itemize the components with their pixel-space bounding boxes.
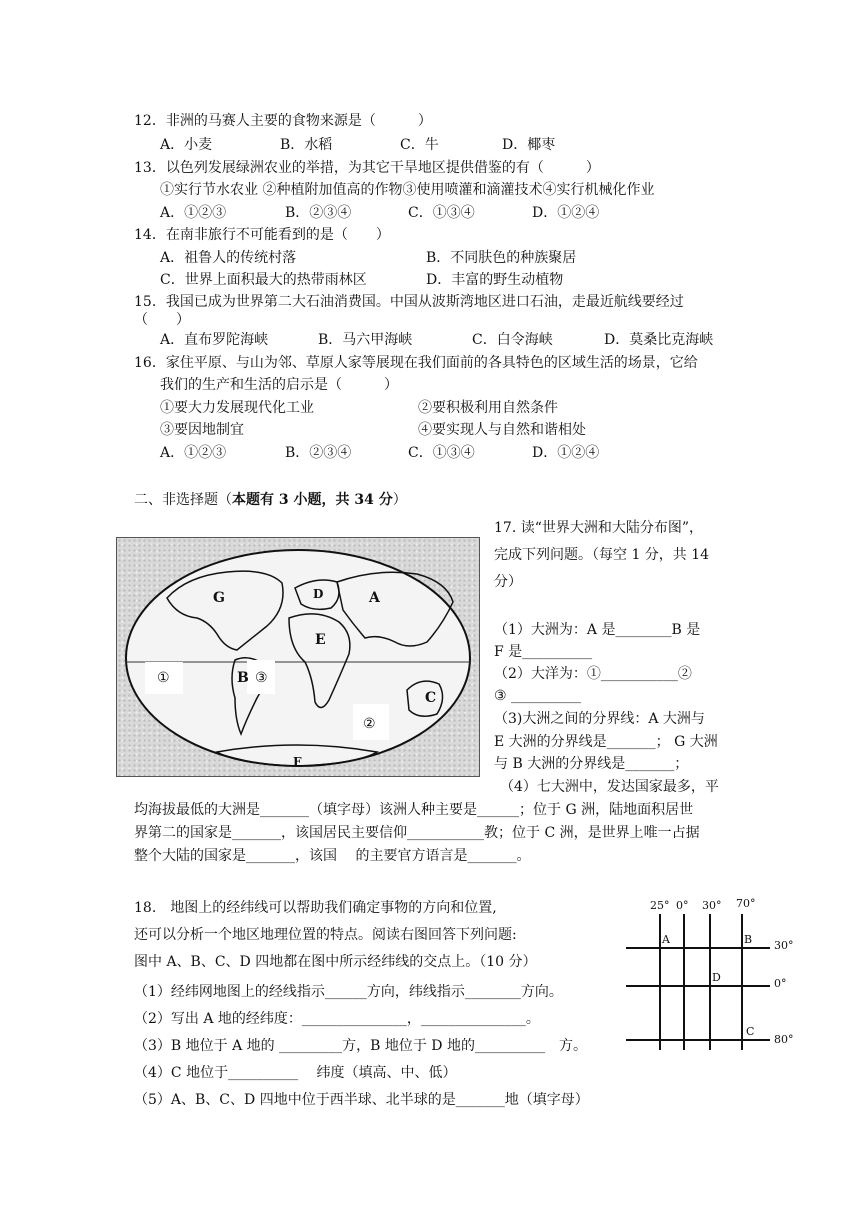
grid-point-c: C xyxy=(746,1025,755,1038)
grid-lon-70: 70° xyxy=(736,897,756,910)
q16-stem-1: 16．家住平原、与山为邻、草原人家等展现在我们面前的各具特色的区域生活的场景，它给 xyxy=(134,355,698,371)
map-label-ocean-1: ① xyxy=(157,670,170,686)
grid-lon-25: 25° xyxy=(650,899,670,912)
q16-stem-2: 我们的生产和生活的启示是（ ） xyxy=(160,377,398,393)
q14-option-c: C．世界上面积最大的热带雨林区 xyxy=(160,272,367,288)
q17-part3-c: 与 B 大洲的分界线是_______； xyxy=(494,756,689,772)
q17-part1-b: F 是__________ xyxy=(494,644,593,660)
q17-part3-a: （3)大洲之间的分界线：A 大洲与 xyxy=(494,711,705,727)
grid-point-a: A xyxy=(662,933,670,946)
q15-option-d: D．莫桑比克海峡 xyxy=(604,332,714,348)
q15-stem: 15．我国已成为世界第二大石油消费国。中国从波斯湾地区进口石油，走最近航线要经过 xyxy=(134,294,684,310)
q17-part2-b: ③ __________ xyxy=(494,688,582,704)
q13-option-a: A．①②③ xyxy=(160,205,227,221)
grid-point-b: B xyxy=(744,933,753,946)
q17-part2-a: （2）大洋为：①___________② xyxy=(494,666,692,682)
q16-option-a: A．①②③ xyxy=(160,445,227,461)
q17-line-1: 17. 读“世界大洲和大陆分布图”， xyxy=(494,520,704,536)
q15-option-b: B．马六甲海峡 xyxy=(318,332,413,348)
q13-option-b: B．②③④ xyxy=(285,205,352,221)
q17-part4-c: 界第二的国家是_______，该国居民主要信仰___________教；位于 C 洲，是世界上唯一占据 xyxy=(134,825,700,841)
map-label-e: E xyxy=(315,632,326,648)
q13-items: ①实行节水农业 ②种植附加值高的作物③使用喷灌和滴灌技术④实行机械化作业 xyxy=(160,182,655,198)
map-label-g: G xyxy=(213,590,225,606)
q15-paren: （ ） xyxy=(134,312,190,328)
map-label-a: A xyxy=(369,590,380,606)
lat-lon-grid xyxy=(620,897,820,1060)
q15-option-a: A．直布罗陀海峡 xyxy=(160,332,269,348)
q13-option-c: C．①③④ xyxy=(408,205,475,221)
q18-line-2: 还可以分析一个地区地理位置的特点。阅读右图回答下列问题: xyxy=(134,927,517,943)
q18-line-3: 图中 A、B、C、D 四地都在图中所示经纬线的交点上。（10 分） xyxy=(134,954,537,970)
grid-lon-30: 30° xyxy=(702,899,722,912)
q12-option-a: A．小麦 xyxy=(160,137,213,153)
q18-part-5: （5）A、B、C、D 四地中位于西半球、北半球的是_______地（填字母） xyxy=(134,1092,589,1108)
q13-stem: 13．以色列发展绿洲农业的举措，为其它干旱地区提供借鉴的有（ ） xyxy=(134,160,600,176)
section-2-title: 二、非选择题（本题有 3 小题，共 34 分） xyxy=(134,492,407,508)
q14-option-d: D．丰富的野生动植物 xyxy=(426,272,564,288)
map-label-d: D xyxy=(313,587,324,601)
q17-part3-b: E 大洲的分界线是_______； G 大洲 xyxy=(494,734,718,750)
q16-option-c: C．①③④ xyxy=(408,445,475,461)
q12-stem: 12．非洲的马赛人主要的食物来源是（ ） xyxy=(134,113,432,129)
q16-item-4: ④要实现人与自然和谐相处 xyxy=(418,422,586,438)
q16-item-2: ②要积极利用自然条件 xyxy=(418,400,558,416)
q12-option-b: B．水稻 xyxy=(280,137,333,153)
q18-part-4: （4）C 地位于__________ 纬度（填高、中、低） xyxy=(134,1065,457,1081)
grid-lat-80: 80° xyxy=(774,1033,794,1046)
q14-option-b: B．不同肤色的种族聚居 xyxy=(426,250,577,266)
q17-line-2: 完成下列问题。（每空 1 分，共 14 xyxy=(494,547,710,563)
q17-part4-b: 均海拔最低的大洲是_______（填字母）该洲人种主要是______；位于 G 洲，陆地面积居世 xyxy=(134,802,694,818)
q18-part-1: （1）经纬网地图上的经线指示______方向，纬线指示________方向。 xyxy=(134,984,563,1000)
map-label-f: F xyxy=(293,755,302,769)
q16-item-3: ③要因地制宜 xyxy=(160,422,244,438)
grid-lat-0: 0° xyxy=(774,977,787,990)
q12-option-d: D．椰枣 xyxy=(502,137,556,153)
q14-stem: 14．在南非旅行不可能看到的是（ ） xyxy=(134,227,390,243)
q17-line-3: 分） xyxy=(494,574,522,590)
q12-option-c: C．牛 xyxy=(400,137,439,153)
q14-option-a: A．祖鲁人的传统村落 xyxy=(160,250,297,266)
q18-line-1: 18. 地图上的经纬线可以帮助我们确定事物的方向和位置, xyxy=(134,900,497,916)
q16-item-1: ①要大力发展现代化工业 xyxy=(160,400,314,416)
q16-option-d: D．①②④ xyxy=(532,445,600,461)
q16-option-b: B．②③④ xyxy=(285,445,352,461)
q17-part4-a: （4）七大洲中，发达国家最多，平 xyxy=(500,779,719,795)
grid-point-d: D xyxy=(712,971,721,984)
q18-part-3: （3）B 地位于 A 地的 _________方，B 地位于 D 地的__________ 方。 xyxy=(134,1038,587,1054)
q17-part4-d: 整个大陆的国家是_______，该国 的主要官方语言是_______。 xyxy=(134,848,531,864)
world-continents-map xyxy=(116,537,480,777)
q13-option-d: D．①②④ xyxy=(532,205,600,221)
q18-part-2: （2）写出 A 地的经纬度：_______________，_______________。 xyxy=(134,1011,540,1027)
map-label-ocean-3: ③ xyxy=(255,670,268,686)
q15-option-c: C．白令海峡 xyxy=(472,332,553,348)
q17-part1-a: （1）大洲为：A 是________B 是 xyxy=(494,622,701,638)
map-label-b: B xyxy=(237,670,249,686)
map-label-ocean-2: ② xyxy=(363,716,376,732)
grid-lat-30: 30° xyxy=(774,939,794,952)
grid-lon-0: 0° xyxy=(676,899,689,912)
map-label-c: C xyxy=(425,690,437,706)
